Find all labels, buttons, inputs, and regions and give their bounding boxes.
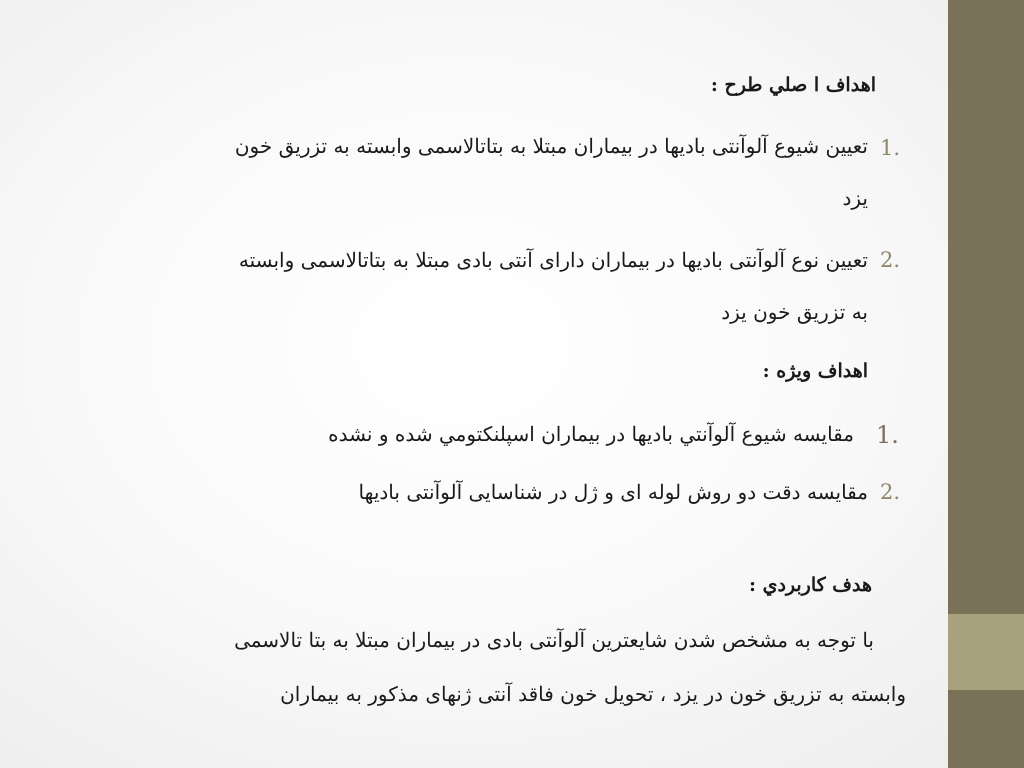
main-goal-1-line2: یزد — [842, 186, 868, 210]
specific-goal-1-text: مقايسه شيوع آلوآنتي باديها در بيماران اسپلنكتومي شده و نشده — [328, 422, 854, 446]
main-goals-heading: اهداف ا صلي طرح : — [710, 74, 876, 96]
main-goal-2-line2: به تزریق خون یزد — [721, 300, 868, 324]
specific-goal-item-2 — [200, 466, 868, 518]
sidebar-accent-block — [948, 614, 1024, 690]
applied-goal-line2: وابسته به تزریق خون در یزد ، تحویل خون فاقد آنتی ژنهای مذکور به بیماران — [280, 682, 906, 706]
specific-goal-1-number: 1. — [876, 421, 899, 449]
main-goal-1-line1: تعیین شیوع آلوآنتی بادیها در بیماران مبتلا به بتاتالاسمی وابسته به تزریق خون — [234, 134, 868, 158]
applied-goal-line1: با توجه به مشخص شدن شایعترین آلوآنتی بادی در بیماران مبتلا به بتا تالاسمی — [234, 628, 874, 652]
specific-goal-2-number: 2. — [880, 480, 901, 504]
main-goal-2-number: 2. — [880, 248, 901, 272]
specific-goals-heading: اهداف ويژه : — [762, 360, 868, 382]
main-goal-2-line1: تعیین نوع آلوآنتی بادیها در بیماران دارای آنتی بادی مبتلا به بتاتالاسمی وابسته — [238, 248, 868, 272]
main-goal-1-number: 1. — [880, 136, 901, 160]
main-goal-item-1 — [60, 120, 868, 224]
specific-goal-2-text: مقایسه دقت دو روش لوله ای و ژل در شناسایی آلوآنتی بادیها — [358, 480, 868, 504]
applied-goal-heading: هدف كاربردي : — [748, 574, 872, 596]
specific-goal-item-1 — [200, 408, 854, 460]
main-goal-item-2 — [60, 234, 868, 338]
